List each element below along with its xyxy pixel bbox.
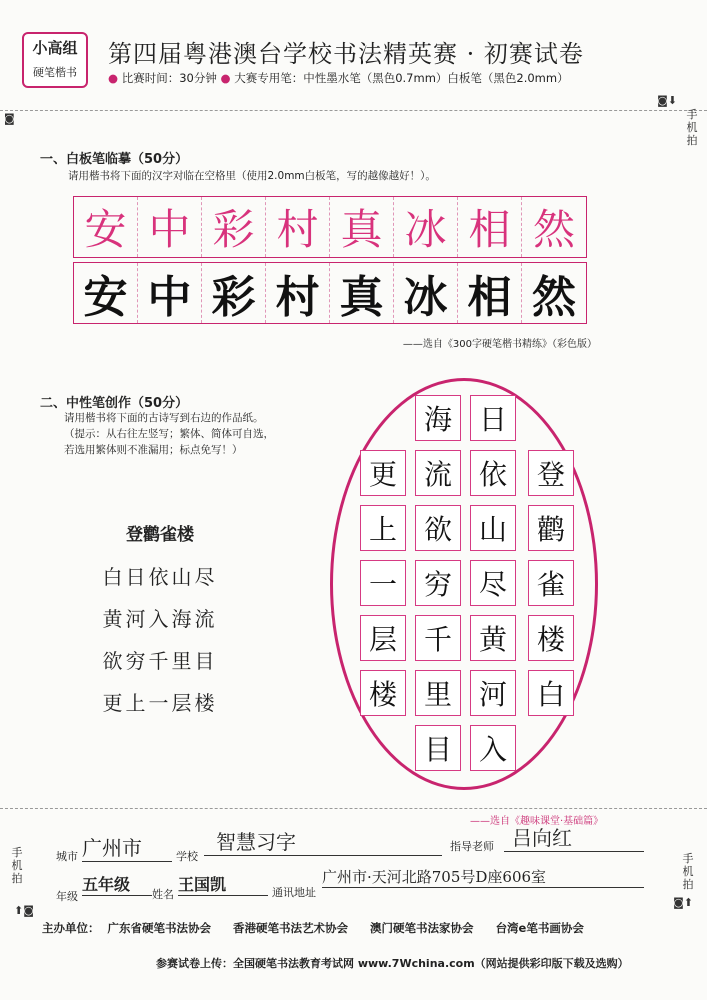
work-cell[interactable]: 目: [415, 725, 461, 771]
camera-upload-icon-right: ◙⬆: [673, 896, 693, 909]
side-label-bottom-left: 手机拍: [11, 846, 23, 885]
group-label: 小高组: [32, 39, 78, 57]
work-cell[interactable]: 流: [415, 450, 461, 496]
copy-char-row[interactable]: [73, 262, 587, 324]
work-cell[interactable]: 一: [360, 560, 406, 606]
work-cell[interactable]: 楼: [360, 670, 406, 716]
model-cell: 冰: [394, 197, 458, 257]
model-cell: 村: [266, 197, 330, 257]
teacher-field[interactable]: 吕向红: [504, 822, 644, 852]
copy-cell[interactable]: 相: [458, 263, 522, 323]
teacher-label: 指导老师: [450, 840, 494, 853]
page-title: 第四届粤港澳台学校书法精英赛 · 初赛试卷: [108, 40, 584, 68]
section1-title: 一、白板笔临摹（50分）: [40, 152, 189, 167]
organizer: 香港硬笔书法艺术协会: [233, 921, 349, 935]
work-cell[interactable]: 欲: [415, 505, 461, 551]
grade-label: 年级: [56, 890, 78, 903]
work-cell[interactable]: 海: [415, 395, 461, 441]
poem-title: 登鹳雀楼: [126, 525, 194, 545]
copy-cell[interactable]: 真: [330, 263, 394, 323]
work-cell[interactable]: 层: [360, 615, 406, 661]
poem: [60, 520, 260, 729]
copy-cell[interactable]: 然: [532, 272, 576, 323]
exam-info: ● 比赛时间：30分钟 ● 大赛专用笔：中性墨水笔（黑色0.7mm）白板笔（黑色2.0mm）: [108, 71, 569, 85]
organizer: 澳门硬笔书法家协会: [370, 921, 474, 935]
work-cell[interactable]: 穷: [415, 560, 461, 606]
work-cell[interactable]: 依: [470, 450, 516, 496]
work-cell[interactable]: 尽: [470, 560, 516, 606]
work-cell[interactable]: 河: [470, 670, 516, 716]
city-label: 城市: [56, 850, 78, 863]
school-field[interactable]: 智慧习字: [204, 826, 442, 856]
model-cell: 安: [74, 197, 138, 257]
work-cell[interactable]: 白: [528, 670, 574, 716]
address-field[interactable]: 广州市·天河北路705号D座606室: [322, 866, 644, 888]
work-cell[interactable]: 千: [415, 615, 461, 661]
camera-icon: ◙: [4, 112, 15, 125]
camera-upload-icon: ⬆◙: [14, 904, 34, 917]
school-label: 学校: [176, 850, 198, 863]
address-label: 通讯地址: [272, 886, 316, 899]
work-cell[interactable]: 鹳: [528, 505, 574, 551]
work-cell[interactable]: 入: [470, 725, 516, 771]
section1-instruction: 请用楷书将下面的汉字对临在空格里（使用2.0mm白板笔，写的越像越好！）。: [68, 170, 436, 182]
work-cell[interactable]: 日: [470, 395, 516, 441]
upload-info: 参赛试卷上传：全国硬笔书法教育考试网 www.7Wchina.com（网站提供彩印版下载及选购）: [156, 957, 629, 970]
section1-source: ——选自《300字硬笔楷书精练》（彩色版）: [402, 339, 597, 350]
group-badge: [22, 32, 88, 88]
model-cell: 中: [138, 197, 202, 257]
organizers-label: 主办单位：: [42, 921, 100, 935]
model-cell: 彩: [202, 197, 266, 257]
work-cell[interactable]: 里: [415, 670, 461, 716]
copy-cell[interactable]: 安: [74, 263, 138, 323]
exam-time: 比赛时间：30分钟: [121, 71, 217, 85]
organizer: 广东省硬笔书法协会: [107, 921, 212, 935]
poem-line: 白日依山尽: [102, 565, 218, 589]
poem-line: 更上一层楼: [102, 691, 218, 715]
model-cell: 相: [458, 197, 522, 257]
cut-line-top: [0, 110, 707, 111]
copy-cell[interactable]: 冰: [394, 263, 458, 323]
poem-line: 黄河入海流: [102, 607, 218, 631]
category-label: 硬笔楷书: [33, 66, 77, 79]
organizer: 台湾e笔书画协会: [495, 921, 584, 935]
camera-download-icon: ◙⬇: [657, 94, 677, 107]
city-field[interactable]: 广州市: [82, 832, 172, 862]
model-cell: 然: [532, 205, 575, 254]
model-cell: 真: [330, 197, 394, 257]
model-char-row: [73, 196, 587, 258]
work-cell[interactable]: 登: [528, 450, 574, 496]
grade-field[interactable]: 五年级: [82, 872, 152, 896]
name-label: 姓名: [152, 888, 174, 901]
section2-source: ——选自《趣味课堂·基础篇》: [470, 816, 604, 827]
copy-cell[interactable]: 彩: [202, 263, 266, 323]
side-label-top: 手机拍: [686, 108, 698, 147]
work-cell[interactable]: 山: [470, 505, 516, 551]
copy-cell[interactable]: 中: [138, 263, 202, 323]
copy-cell[interactable]: 村: [266, 263, 330, 323]
work-cell[interactable]: 上: [360, 505, 406, 551]
exam-pen: 大赛专用笔：中性墨水笔（黑色0.7mm）白板笔（黑色2.0mm）: [234, 71, 569, 85]
poem-line: 欲穷千里目: [102, 649, 218, 673]
section2-instruction: 请用楷书将下面的古诗写到右边的作品纸。 （提示：从右往左竖写；繁体、简体可自选， 若选用繁体则不准漏用；标点免写！）: [64, 412, 274, 456]
cut-line-bottom: [0, 808, 707, 809]
side-label-bottom-right: 手机拍: [682, 852, 694, 891]
organizers: [42, 920, 602, 936]
work-cell[interactable]: 黄: [470, 615, 516, 661]
work-cell[interactable]: 更: [360, 450, 406, 496]
name-field[interactable]: 王国凯: [178, 872, 268, 896]
section2-title: 二、中性笔创作（50分）: [40, 396, 189, 411]
work-cell[interactable]: 雀: [528, 560, 574, 606]
work-cell[interactable]: 楼: [528, 615, 574, 661]
